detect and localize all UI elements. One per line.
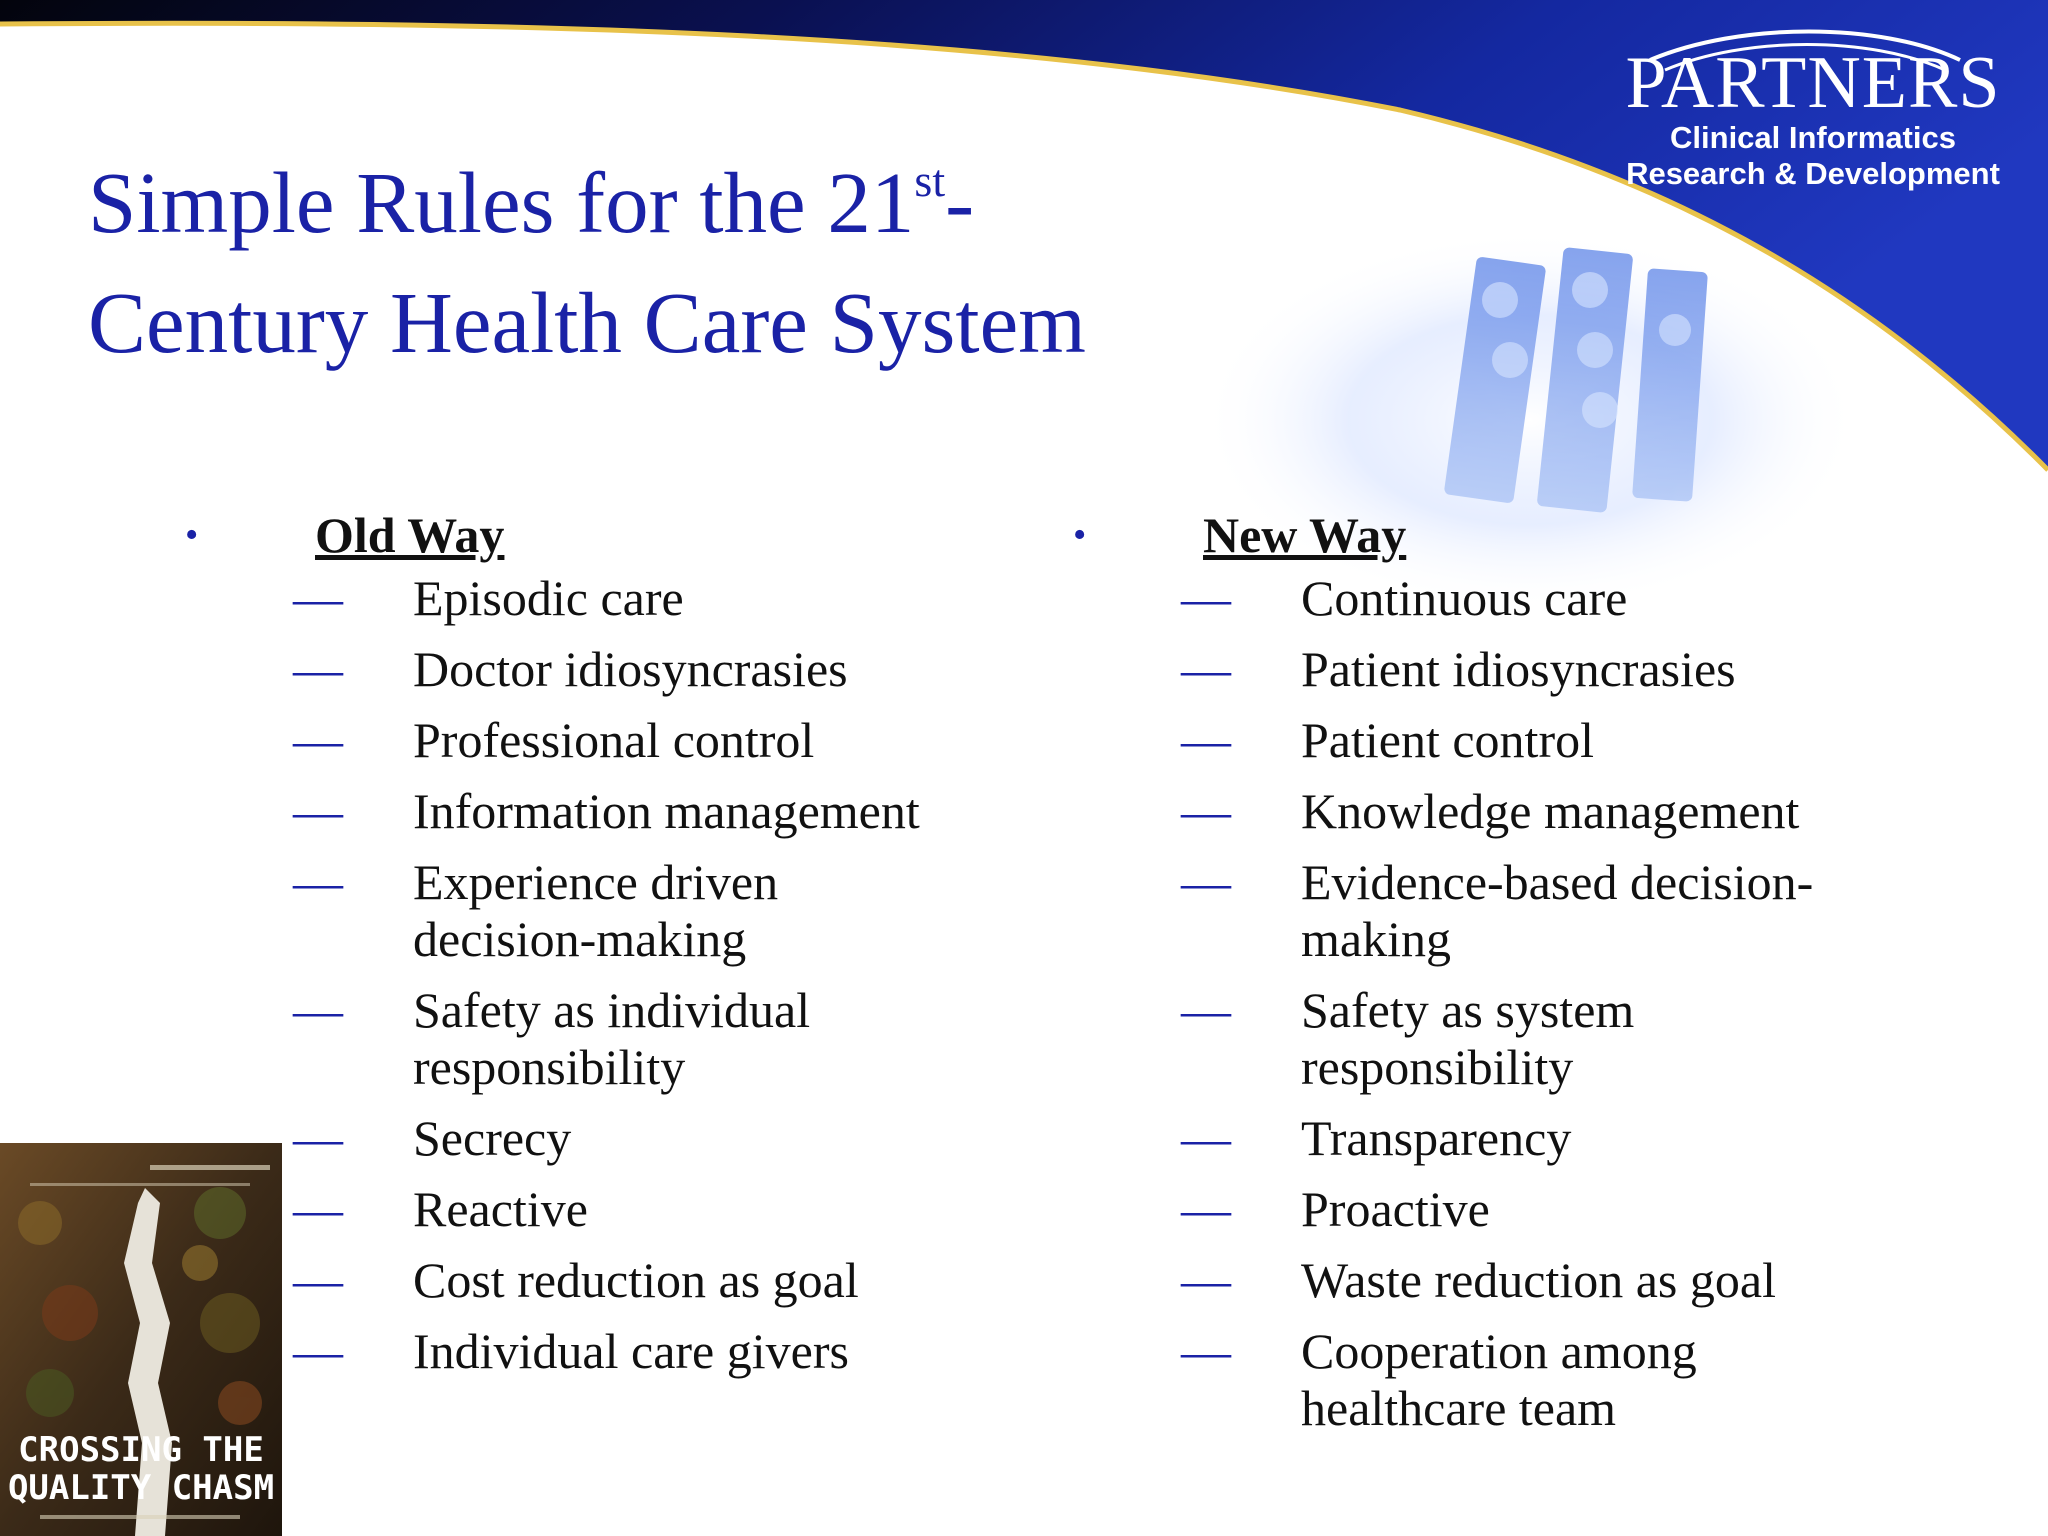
list-item: — Proactive bbox=[1181, 1181, 1490, 1237]
title-superscript: st bbox=[914, 155, 946, 206]
list-item: — Cost reduction as goal bbox=[293, 1252, 859, 1308]
partners-logo bbox=[1618, 40, 2008, 192]
list-item: — Waste reduction as goal bbox=[1181, 1252, 1776, 1308]
list-item: — Continuous care bbox=[1181, 570, 1628, 626]
dash-icon: — bbox=[293, 1323, 343, 1379]
logo-wordmark: PARTNERS bbox=[1625, 42, 2001, 124]
dash-icon: — bbox=[293, 570, 343, 626]
list-item: — Experience driven decision-making bbox=[293, 854, 779, 967]
title-part2: - bbox=[945, 154, 975, 251]
dash-icon: — bbox=[1181, 1181, 1231, 1237]
list-item: — Patient idiosyncrasies bbox=[1181, 641, 1736, 697]
dash-icon: — bbox=[1181, 1252, 1231, 1308]
old-way-list bbox=[185, 570, 945, 1380]
logo-subtitle-line2: Research & Development bbox=[1626, 156, 2000, 191]
dash-icon: — bbox=[293, 1110, 343, 1166]
bullet-icon: • bbox=[1073, 514, 1087, 556]
list-item: — Knowledge management bbox=[1181, 783, 1800, 839]
dash-icon: — bbox=[1181, 712, 1231, 768]
new-way-column bbox=[1073, 500, 1833, 1451]
title-part1: Simple Rules for the 21 bbox=[88, 154, 915, 251]
dash-icon: — bbox=[293, 712, 343, 768]
old-way-header bbox=[185, 500, 945, 570]
new-way-list bbox=[1073, 570, 1833, 1437]
bullet-icon: • bbox=[185, 514, 199, 556]
list-item: — Individual care givers bbox=[293, 1323, 849, 1379]
dash-icon: — bbox=[293, 1181, 343, 1237]
list-item: — Reactive bbox=[293, 1181, 588, 1237]
list-item: — Secrecy bbox=[293, 1110, 572, 1166]
logo-subtitle-line1: Clinical Informatics bbox=[1670, 120, 1956, 155]
list-item: — Patient control bbox=[1181, 712, 1594, 768]
list-item: — Doctor idiosyncrasies bbox=[293, 641, 848, 697]
list-item: — Information management bbox=[293, 783, 920, 839]
dash-icon: — bbox=[293, 783, 343, 839]
dash-icon: — bbox=[293, 854, 343, 910]
list-item: — Evidence-based decision-making bbox=[1181, 854, 1814, 967]
slide-title bbox=[88, 150, 1288, 376]
list-item: — Episodic care bbox=[293, 570, 684, 626]
list-item: — Safety as system responsibility bbox=[1181, 982, 1635, 1095]
dash-icon: — bbox=[293, 982, 343, 1038]
dash-icon: — bbox=[293, 1252, 343, 1308]
dash-icon: — bbox=[1181, 1323, 1231, 1379]
title-line2: Century Health Care System bbox=[88, 274, 1086, 371]
book-cover-image bbox=[0, 1143, 282, 1536]
old-way-column bbox=[185, 500, 945, 1394]
list-item: — Safety as individual responsibility bbox=[293, 982, 811, 1095]
new-way-header bbox=[1073, 500, 1833, 570]
list-item: — Transparency bbox=[1181, 1110, 1572, 1166]
dash-icon: — bbox=[1181, 1110, 1231, 1166]
dash-icon: — bbox=[1181, 641, 1231, 697]
dash-icon: — bbox=[1181, 854, 1231, 910]
book-cover-art bbox=[0, 1143, 282, 1536]
dash-icon: — bbox=[293, 641, 343, 697]
list-item: — Cooperation among healthcare team bbox=[1181, 1323, 1697, 1436]
book-title-line1: CROSSING THE bbox=[18, 1430, 264, 1470]
dash-icon: — bbox=[1181, 570, 1231, 626]
new-way-heading: New Way bbox=[1203, 507, 1407, 563]
list-item: — Professional control bbox=[293, 712, 815, 768]
old-way-heading: Old Way bbox=[315, 507, 505, 563]
book-title-line2: QUALITY CHASM bbox=[7, 1468, 275, 1508]
dash-icon: — bbox=[1181, 982, 1231, 1038]
dash-icon: — bbox=[1181, 783, 1231, 839]
